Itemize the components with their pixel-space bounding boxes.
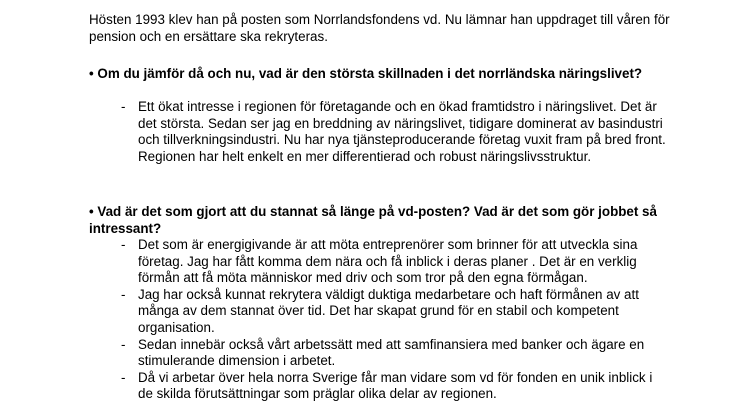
dash-marker: - — [121, 336, 126, 352]
dash-marker: - — [121, 99, 126, 114]
answer-item — [0, 237, 668, 287]
answer-item — [0, 370, 668, 403]
question-2: • Vad är det som gjort att du stannat så länge på vd-posten? Vad är det som gör jobbet så intressant? — [89, 204, 657, 236]
answer-item — [0, 337, 668, 370]
answer-text: Jag har också kunnat rekrytera väldigt duktiga medarbetare och haft förmånen av att många av dem stannat över tid. Det har skapat grund för en stabil och kompetent organisation. — [138, 286, 639, 335]
answer-list-1 — [0, 99, 668, 165]
dash-marker: - — [121, 369, 126, 385]
answer-item — [0, 99, 668, 165]
answer-text: Då vi arbetar över hela norra Sverige får man vidare som vd för fonden en unik inblick i de skilda förutsättningar som präglar olika delar av regionen. — [138, 369, 653, 402]
question-1: • Om du jämför då och nu, vad är den största skillnaden i det norrländska näringslivet? — [89, 66, 643, 81]
answer-text: Ett ökat intresse i regionen för företagande och en ökad framtidstro i näringslivet. Det är det största. Sedan ser jag en breddning av näringslivet, tidigare dominerat av basindustri och tillverkningsindustri. Nu har nya tjänsteproducerande företag vuxit fram på bred front. Regionen har helt enkelt en mer differentierad och robust näringslivsstruktur. — [138, 99, 666, 164]
answer-text: Det som är energigivande är att möta entreprenörer som brinner för att utveckla sina företag. Jag har fått komma dem nära och få inblick i deras planer . Det är en verklig förmån att få möta människor med driv och som tror på den egna förmågan. — [138, 237, 638, 286]
dash-marker: - — [121, 237, 126, 252]
intro-paragraph: Hösten 1993 klev han på posten som Norrlandsfondens vd. Nu lämnar han uppdraget till våren för pension och en ersättare ska rekryteras. — [89, 12, 670, 44]
dash-marker: - — [121, 286, 126, 302]
answer-text: Sedan innebär också vårt arbetssätt med att samfinansiera med banker och ägare en stimulerande dimension i arbetet. — [138, 336, 645, 369]
answer-list-2 — [0, 237, 668, 403]
answer-item — [0, 287, 668, 337]
